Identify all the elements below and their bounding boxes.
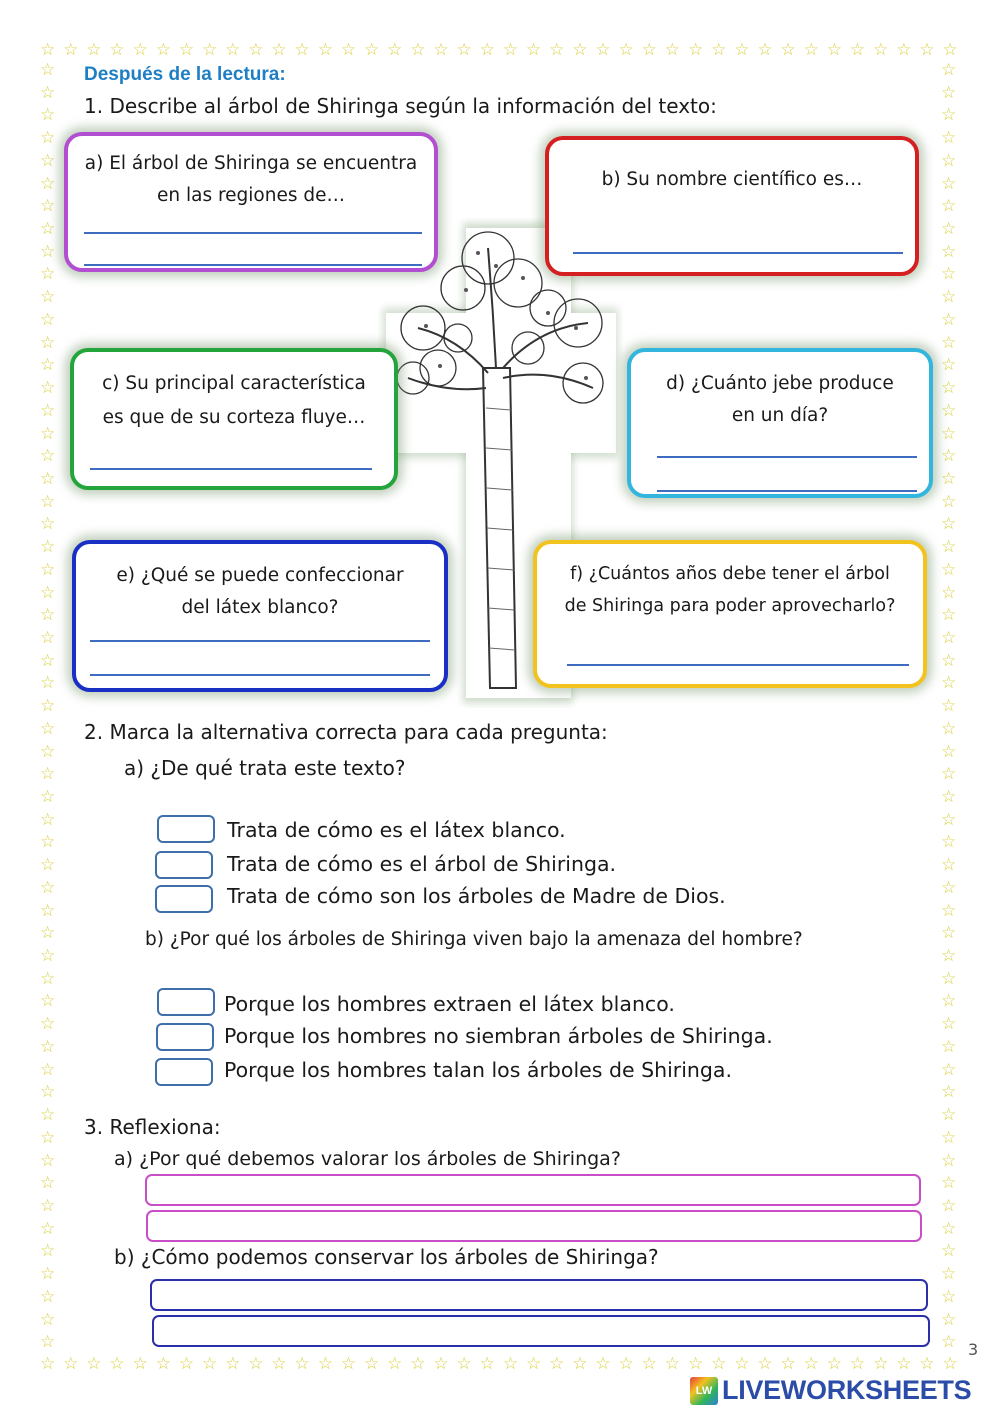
star-icon: ☆	[502, 40, 519, 60]
star-icon: ☆	[363, 1354, 380, 1374]
star-icon: ☆	[941, 582, 957, 603]
q2a-option-1: Trata de cómo es el látex blanco.	[227, 818, 566, 842]
star-icon: ☆	[40, 605, 56, 626]
star-icon: ☆	[803, 1354, 819, 1374]
star-icon: ☆	[40, 1173, 56, 1194]
star-icon: ☆	[63, 40, 79, 60]
card-c-line2: es que de su corteza fluye…	[102, 407, 366, 428]
star-icon: ☆	[941, 287, 957, 308]
star-icon: ☆	[941, 241, 957, 262]
star-icon: ☆	[40, 1082, 56, 1103]
star-icon: ☆	[40, 82, 56, 103]
star-icon: ☆	[941, 741, 957, 762]
star-icon: ☆	[780, 1354, 796, 1374]
question-3a: a) ¿Por qué debemos valorar los árboles de Shiringa?	[114, 1148, 621, 1170]
star-icon: ☆	[248, 1354, 264, 1374]
star-icon: ☆	[363, 40, 380, 60]
liveworksheets-badge-icon: LW	[690, 1377, 718, 1405]
star-icon: ☆	[941, 1014, 957, 1035]
star-icon: ☆	[201, 1354, 218, 1374]
star-icon: ☆	[941, 332, 957, 353]
star-icon: ☆	[941, 809, 957, 830]
card-b-line1: b) Su nombre científico es…	[601, 169, 863, 190]
star-icon: ☆	[941, 923, 957, 944]
q2b-option-2: Porque los hombres no siembran árboles de Shiringa.	[224, 1024, 773, 1048]
star-icon: ☆	[595, 1354, 611, 1374]
star-icon: ☆	[40, 764, 56, 785]
q3b-answer-box-1[interactable]	[150, 1279, 928, 1311]
star-icon: ☆	[941, 264, 957, 285]
star-icon: ☆	[941, 605, 957, 626]
star-icon: ☆	[595, 40, 611, 60]
star-icon: ☆	[178, 40, 195, 60]
q3a-answer-box-1[interactable]	[145, 1174, 921, 1206]
star-icon: ☆	[549, 40, 565, 60]
star-icon: ☆	[572, 40, 588, 60]
card-d-line2: en un día?	[731, 405, 829, 426]
star-icon: ☆	[479, 1354, 495, 1374]
star-icon: ☆	[687, 1354, 704, 1374]
star-icon: ☆	[664, 40, 681, 60]
star-icon: ☆	[941, 900, 957, 921]
star-icon: ☆	[803, 40, 819, 60]
star-icon: ☆	[40, 1014, 56, 1035]
star-icon: ☆	[641, 1354, 657, 1374]
star-icon: ☆	[40, 696, 56, 717]
star-icon: ☆	[711, 1354, 727, 1374]
star-icon: ☆	[132, 1354, 148, 1374]
card-c	[70, 348, 398, 490]
star-icon: ☆	[941, 60, 957, 80]
star-icon: ☆	[109, 40, 125, 60]
star-icon: ☆	[63, 1354, 79, 1374]
star-icon: ☆	[941, 1309, 957, 1330]
star-icon: ☆	[433, 40, 449, 60]
star-icon: ☆	[40, 1286, 56, 1307]
q2a-option-3-checkbox[interactable]	[155, 885, 213, 913]
star-icon: ☆	[525, 40, 542, 60]
star-icon: ☆	[456, 1354, 472, 1374]
card-e-line2: del látex blanco?	[181, 597, 339, 618]
star-icon: ☆	[942, 40, 958, 60]
q2a-option-3: Trata de cómo son los árboles de Madre de Dios.	[227, 884, 726, 908]
star-icon: ☆	[40, 400, 56, 421]
q2b-option-1-checkbox[interactable]	[157, 988, 215, 1016]
star-icon: ☆	[941, 400, 957, 421]
card-d-answer-line-1[interactable]	[657, 456, 917, 458]
star-border-top	[40, 42, 958, 59]
star-icon: ☆	[711, 40, 727, 60]
star-icon: ☆	[40, 559, 56, 580]
star-icon: ☆	[826, 40, 843, 60]
star-icon: ☆	[271, 40, 287, 60]
star-icon: ☆	[248, 40, 264, 60]
star-icon: ☆	[941, 514, 957, 535]
star-icon: ☆	[40, 1241, 56, 1262]
star-icon: ☆	[40, 241, 56, 262]
star-icon: ☆	[941, 1082, 957, 1103]
card-c-answer-line[interactable]	[90, 468, 372, 470]
star-icon: ☆	[479, 40, 495, 60]
card-c-line1: c) Su principal característica	[102, 373, 366, 394]
star-icon: ☆	[941, 1195, 957, 1216]
star-icon: ☆	[941, 650, 957, 671]
card-a-line2: en las regiones de…	[156, 185, 346, 206]
star-icon: ☆	[941, 309, 957, 330]
q2a-option-2: Trata de cómo es el árbol de Shiringa.	[227, 852, 617, 876]
star-icon: ☆	[40, 1127, 56, 1148]
star-icon: ☆	[155, 1354, 171, 1374]
star-icon: ☆	[734, 1354, 750, 1374]
star-icon: ☆	[941, 150, 957, 171]
star-icon: ☆	[941, 787, 957, 807]
star-icon: ☆	[618, 1354, 634, 1374]
star-icon: ☆	[941, 1127, 957, 1148]
q2a-option-2-checkbox[interactable]	[155, 851, 213, 879]
star-icon: ☆	[201, 40, 218, 60]
star-icon: ☆	[317, 40, 333, 60]
star-icon: ☆	[941, 968, 957, 989]
star-icon: ☆	[941, 1332, 957, 1353]
card-f-answer-line[interactable]	[567, 664, 909, 666]
star-icon: ☆	[40, 787, 56, 807]
question-2a: a) ¿De qué trata este texto?	[124, 756, 406, 780]
star-icon: ☆	[86, 40, 102, 60]
star-icon: ☆	[40, 991, 56, 1012]
star-icon: ☆	[941, 559, 957, 580]
star-icon: ☆	[40, 537, 56, 558]
star-icon: ☆	[919, 1354, 935, 1374]
liveworksheets-logo	[690, 1375, 971, 1406]
star-icon: ☆	[387, 40, 403, 60]
star-icon: ☆	[456, 40, 472, 60]
star-icon: ☆	[664, 1354, 681, 1374]
card-f	[533, 540, 927, 688]
liveworksheets-wordmark: LIVEWORKSHEETS	[722, 1375, 972, 1405]
card-a-answer-line-2[interactable]	[84, 264, 422, 266]
star-icon: ☆	[40, 491, 56, 512]
star-icon: ☆	[941, 1059, 957, 1080]
star-icon: ☆	[40, 1218, 56, 1239]
star-icon: ☆	[941, 1036, 957, 1057]
star-icon: ☆	[941, 196, 957, 217]
star-icon: ☆	[941, 219, 957, 240]
star-icon: ☆	[40, 446, 56, 467]
star-icon: ☆	[109, 1354, 125, 1374]
star-icon: ☆	[410, 40, 426, 60]
star-icon: ☆	[40, 809, 56, 830]
star-icon: ☆	[941, 1150, 957, 1171]
star-icon: ☆	[873, 1354, 889, 1374]
star-icon: ☆	[40, 1059, 56, 1080]
star-icon: ☆	[40, 673, 56, 694]
star-icon: ☆	[618, 40, 634, 60]
star-icon: ☆	[641, 40, 657, 60]
star-icon: ☆	[40, 1150, 56, 1171]
star-icon: ☆	[40, 718, 56, 739]
star-icon: ☆	[941, 718, 957, 739]
star-icon: ☆	[826, 1354, 843, 1374]
star-icon: ☆	[941, 537, 957, 558]
star-icon: ☆	[433, 1354, 449, 1374]
star-icon: ☆	[40, 468, 56, 489]
card-a	[64, 132, 438, 272]
star-icon: ☆	[40, 128, 56, 149]
star-icon: ☆	[40, 1195, 56, 1216]
star-icon: ☆	[941, 378, 957, 399]
star-icon: ☆	[40, 923, 56, 944]
star-border-right	[941, 62, 956, 1352]
star-icon: ☆	[40, 105, 56, 126]
star-icon: ☆	[40, 514, 56, 535]
star-icon: ☆	[340, 1354, 357, 1374]
star-icon: ☆	[942, 1354, 958, 1374]
page-number: 3	[968, 1340, 979, 1359]
star-icon: ☆	[40, 900, 56, 921]
star-icon: ☆	[502, 1354, 519, 1374]
star-icon: ☆	[40, 1264, 56, 1285]
star-icon: ☆	[757, 40, 773, 60]
card-d	[627, 348, 933, 498]
star-icon: ☆	[849, 40, 866, 60]
star-icon: ☆	[941, 946, 957, 967]
star-icon: ☆	[40, 1105, 56, 1126]
star-icon: ☆	[941, 832, 957, 853]
star-icon: ☆	[387, 1354, 403, 1374]
star-icon: ☆	[941, 1105, 957, 1126]
star-icon: ☆	[941, 1286, 957, 1307]
card-e-line1: e) ¿Qué se puede confeccionar	[116, 565, 404, 586]
star-icon: ☆	[780, 40, 796, 60]
star-icon: ☆	[40, 741, 56, 762]
star-icon: ☆	[40, 1036, 56, 1057]
star-icon: ☆	[294, 40, 310, 60]
star-icon: ☆	[40, 1309, 56, 1330]
star-icon: ☆	[40, 196, 56, 217]
question-3b: b) ¿Cómo podemos conservar los árboles de Shiringa?	[114, 1245, 659, 1269]
star-icon: ☆	[40, 264, 56, 285]
star-icon: ☆	[340, 40, 357, 60]
star-icon: ☆	[40, 946, 56, 967]
star-icon: ☆	[40, 355, 56, 376]
star-icon: ☆	[86, 1354, 102, 1374]
star-icon: ☆	[941, 446, 957, 467]
star-icon: ☆	[40, 309, 56, 330]
star-icon: ☆	[941, 1264, 957, 1285]
star-icon: ☆	[941, 355, 957, 376]
star-icon: ☆	[40, 378, 56, 399]
question-2-prompt: 2. Marca la alternativa correcta para cada pregunta:	[84, 720, 608, 744]
star-icon: ☆	[40, 60, 56, 80]
card-a-line1: a) El árbol de Shiringa se encuentra	[84, 153, 418, 174]
star-icon: ☆	[941, 673, 957, 694]
star-icon: ☆	[941, 468, 957, 489]
star-icon: ☆	[549, 1354, 565, 1374]
card-b-answer-line[interactable]	[573, 252, 903, 254]
star-icon: ☆	[40, 150, 56, 171]
star-icon: ☆	[941, 491, 957, 512]
star-icon: ☆	[132, 40, 148, 60]
star-icon: ☆	[40, 582, 56, 603]
star-icon: ☆	[941, 877, 957, 898]
q2b-option-1: Porque los hombres extraen el látex blanco.	[224, 992, 675, 1016]
star-icon: ☆	[410, 1354, 426, 1374]
star-icon: ☆	[271, 1354, 287, 1374]
card-e-answer-line-1[interactable]	[90, 640, 430, 642]
star-icon: ☆	[941, 764, 957, 785]
star-icon: ☆	[687, 40, 704, 60]
star-icon: ☆	[941, 696, 957, 717]
question-1-prompt: 1. Describe al árbol de Shiringa según la información del texto:	[84, 94, 717, 118]
star-icon: ☆	[40, 423, 56, 444]
star-icon: ☆	[941, 82, 957, 103]
star-icon: ☆	[317, 1354, 333, 1374]
q3b-answer-box-2[interactable]	[152, 1315, 930, 1347]
star-icon: ☆	[40, 877, 56, 898]
star-icon: ☆	[572, 1354, 588, 1374]
star-icon: ☆	[941, 423, 957, 444]
star-border-left	[40, 62, 55, 1352]
card-e	[72, 540, 448, 692]
star-icon: ☆	[941, 627, 957, 648]
star-icon: ☆	[40, 287, 56, 308]
star-icon: ☆	[40, 650, 56, 671]
star-icon: ☆	[294, 1354, 310, 1374]
star-icon: ☆	[941, 991, 957, 1012]
star-icon: ☆	[919, 40, 935, 60]
star-icon: ☆	[178, 1354, 195, 1374]
star-icon: ☆	[525, 1354, 542, 1374]
star-icon: ☆	[40, 219, 56, 240]
star-icon: ☆	[155, 40, 171, 60]
star-icon: ☆	[40, 1354, 56, 1374]
star-icon: ☆	[40, 627, 56, 648]
star-icon: ☆	[896, 40, 912, 60]
q2a-option-1-checkbox[interactable]	[157, 815, 215, 843]
card-a-answer-line-1[interactable]	[84, 232, 422, 234]
q2b-option-2-checkbox[interactable]	[156, 1023, 214, 1051]
question-2b: b) ¿Por qué los árboles de Shiringa viven bajo la amenaza del hombre?	[145, 929, 803, 950]
card-f-line2: de Shiringa para poder aprovecharlo?	[564, 596, 896, 616]
q2b-option-3: Porque los hombres talan los árboles de Shiringa.	[224, 1058, 733, 1082]
card-d-answer-line-2[interactable]	[657, 490, 917, 492]
star-icon: ☆	[40, 332, 56, 353]
star-icon: ☆	[941, 173, 957, 194]
star-icon: ☆	[941, 128, 957, 149]
star-icon: ☆	[873, 40, 889, 60]
star-icon: ☆	[941, 855, 957, 876]
card-b	[545, 136, 919, 276]
card-d-line1: d) ¿Cuánto jebe produce	[666, 373, 894, 394]
star-icon: ☆	[849, 1354, 866, 1374]
star-border-bottom	[40, 1356, 958, 1373]
star-icon: ☆	[40, 1332, 56, 1353]
star-icon: ☆	[941, 1218, 957, 1239]
card-e-answer-line-2[interactable]	[90, 674, 430, 676]
q2b-option-3-checkbox[interactable]	[155, 1058, 213, 1086]
star-icon: ☆	[896, 1354, 912, 1374]
star-icon: ☆	[40, 173, 56, 194]
star-icon: ☆	[941, 1241, 957, 1262]
q3a-answer-box-2[interactable]	[146, 1210, 922, 1242]
star-icon: ☆	[40, 968, 56, 989]
section-heading: Después de la lectura:	[84, 64, 286, 85]
question-3-prompt: 3. Reflexiona:	[84, 1115, 221, 1139]
star-icon: ☆	[225, 1354, 241, 1374]
star-icon: ☆	[225, 40, 241, 60]
star-icon: ☆	[941, 1173, 957, 1194]
star-icon: ☆	[40, 855, 56, 876]
star-icon: ☆	[40, 832, 56, 853]
star-icon: ☆	[734, 40, 750, 60]
card-f-line1: f) ¿Cuántos años debe tener el árbol	[570, 564, 890, 584]
star-icon: ☆	[757, 1354, 773, 1374]
star-icon: ☆	[941, 105, 957, 126]
star-icon: ☆	[40, 40, 56, 60]
